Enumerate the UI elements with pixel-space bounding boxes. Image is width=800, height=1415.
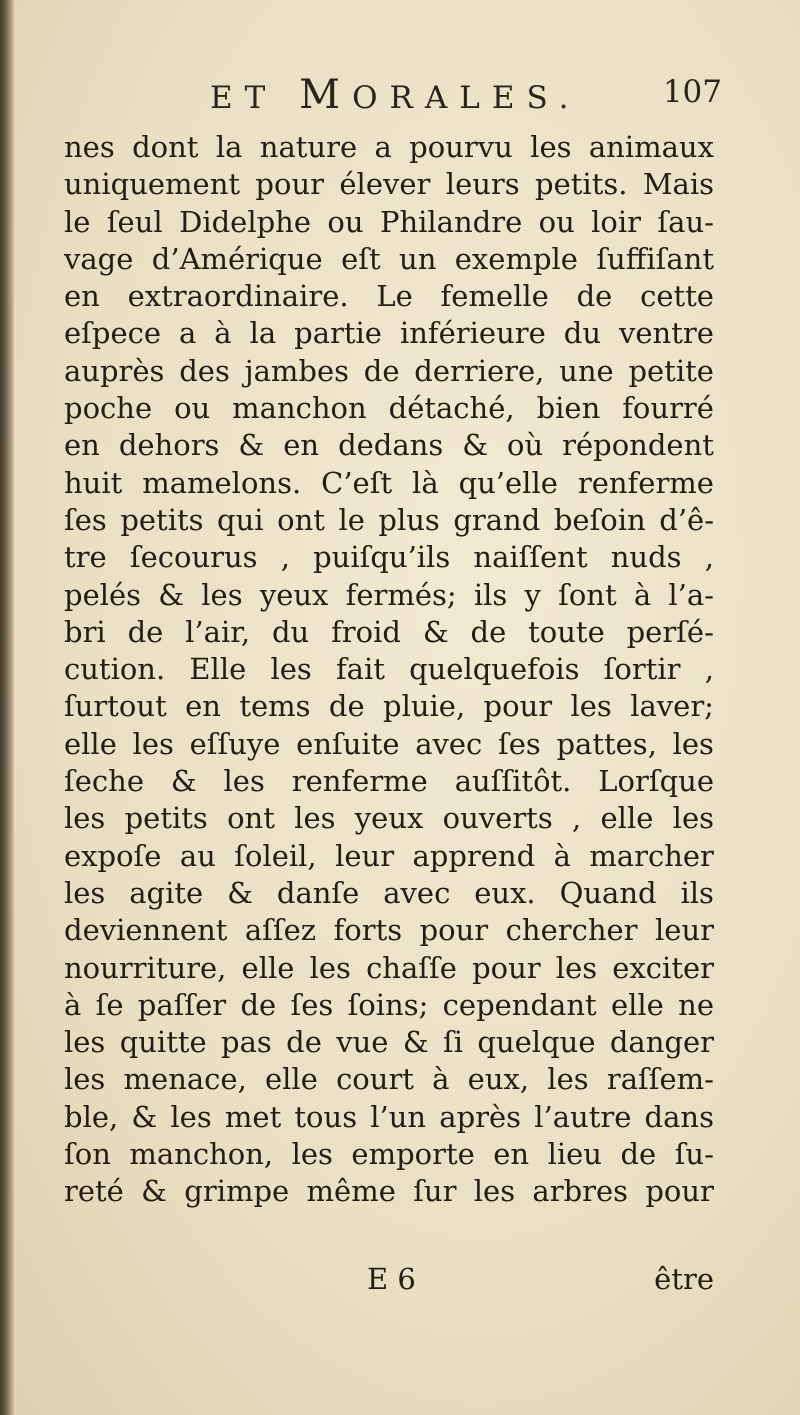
running-title xyxy=(210,72,580,118)
word: qu’elle xyxy=(458,465,558,500)
text-line xyxy=(64,353,714,390)
text-line xyxy=(64,539,714,576)
word: inférieure xyxy=(399,316,546,351)
word: les xyxy=(309,950,351,985)
word: & xyxy=(158,577,185,612)
word: naiſſent xyxy=(473,540,588,575)
word: une xyxy=(559,353,614,388)
word: les xyxy=(672,801,714,836)
word: eux. xyxy=(474,875,536,910)
running-head xyxy=(70,72,730,122)
word: ne xyxy=(678,987,714,1022)
word: du xyxy=(271,614,310,649)
text-line xyxy=(64,763,714,800)
word: agite xyxy=(129,875,204,910)
word: menace, xyxy=(123,1062,247,1097)
word: l’un xyxy=(370,1099,427,1134)
word: ventre xyxy=(619,316,714,351)
word: bien xyxy=(536,391,601,426)
word: ſoins; xyxy=(347,987,429,1022)
word: pas xyxy=(221,1025,272,1060)
word: derriere, xyxy=(414,353,545,388)
word: danger xyxy=(609,1025,714,1060)
body-text xyxy=(64,129,714,1211)
word: exemple xyxy=(454,241,578,276)
catchword: être xyxy=(654,1262,714,1296)
word: elle xyxy=(600,801,654,836)
word: ils xyxy=(680,875,714,910)
word: ſu- xyxy=(674,1137,714,1172)
word: & xyxy=(238,428,265,463)
word: dans xyxy=(644,1099,714,1134)
word: en xyxy=(283,428,320,463)
word: Didelphe xyxy=(179,204,312,239)
word: petits xyxy=(124,801,208,836)
word: y xyxy=(524,577,541,612)
word: ſurtout xyxy=(64,689,167,724)
word: Le xyxy=(376,279,413,314)
page-footer xyxy=(64,1262,714,1302)
word: élever xyxy=(339,167,431,202)
word: danſe xyxy=(276,875,360,910)
word: la xyxy=(215,130,243,164)
word: avec xyxy=(383,875,451,910)
text-line xyxy=(64,427,714,464)
word: de xyxy=(363,353,400,388)
word: cependant xyxy=(442,987,597,1022)
word: ſecourus xyxy=(129,540,258,575)
word: de xyxy=(127,614,164,649)
page-number: 107 xyxy=(662,74,722,110)
word: pour xyxy=(645,1174,714,1209)
word: yeux xyxy=(354,801,424,836)
word: nourriture, xyxy=(64,950,227,985)
word: elle xyxy=(241,950,295,985)
text-line xyxy=(64,390,714,427)
word: ſeche xyxy=(64,764,144,799)
word: manchon, xyxy=(129,1137,274,1172)
word: fait xyxy=(335,652,385,687)
word: paſſer xyxy=(137,987,227,1022)
text-line xyxy=(64,465,714,502)
word: huit xyxy=(64,465,123,500)
word: tems xyxy=(239,689,311,724)
word: les xyxy=(570,689,612,724)
word: & xyxy=(131,1099,158,1134)
word: enſuite xyxy=(296,726,400,761)
word: grimpe xyxy=(184,1174,290,1209)
text-line xyxy=(64,315,714,352)
word: les xyxy=(223,764,265,799)
word: jambes xyxy=(244,353,349,388)
word: & xyxy=(227,875,253,910)
word: chaſſe xyxy=(366,950,457,985)
word: à xyxy=(432,1062,450,1097)
text-line xyxy=(64,688,714,725)
word: en xyxy=(64,279,100,314)
word: dedans xyxy=(338,428,444,463)
word: à xyxy=(553,838,571,873)
word: pour xyxy=(483,689,553,724)
word: de xyxy=(576,279,613,314)
running-title-part-2: ORALES. xyxy=(352,80,581,116)
word: ſi xyxy=(443,1025,464,1060)
word: , xyxy=(704,540,714,575)
word: eux, xyxy=(467,1062,530,1097)
word: aſſez xyxy=(244,913,317,948)
text-line xyxy=(64,129,714,166)
word: pluie, xyxy=(383,689,466,724)
word: tous xyxy=(294,1099,358,1134)
word: exciter xyxy=(612,950,714,985)
word: où xyxy=(507,428,544,463)
word: & xyxy=(402,1025,429,1060)
word: de xyxy=(328,689,365,724)
word: les xyxy=(547,1062,589,1097)
word: un xyxy=(399,241,437,276)
word: quelque xyxy=(477,1025,596,1060)
word: les xyxy=(64,875,106,910)
word: deviennent xyxy=(64,913,228,948)
word: emporte xyxy=(351,1137,475,1172)
word: leur xyxy=(335,838,395,873)
word: ont xyxy=(227,801,275,836)
word: a xyxy=(179,316,197,351)
word: quitte xyxy=(119,1025,207,1060)
text-line xyxy=(64,912,714,949)
word: ſes xyxy=(498,726,541,761)
signature-mark: E 6 xyxy=(367,1262,416,1296)
word: & xyxy=(170,764,197,799)
word: grand xyxy=(453,502,541,537)
word: de xyxy=(286,1025,322,1060)
word: tre xyxy=(64,540,107,575)
word: les xyxy=(64,1025,106,1060)
word: des xyxy=(179,353,230,388)
word: les xyxy=(64,801,106,836)
word: plus xyxy=(378,502,440,537)
word: renferme xyxy=(577,465,714,500)
word: mamelons. xyxy=(142,465,302,500)
word: vue xyxy=(336,1025,389,1060)
word: raſſem- xyxy=(606,1062,714,1097)
word: les xyxy=(530,130,572,164)
word: forts xyxy=(333,913,403,948)
word: à xyxy=(214,316,232,351)
word: ſe xyxy=(95,987,124,1022)
word: de xyxy=(470,614,507,649)
word: froid xyxy=(331,614,401,649)
word: détaché, xyxy=(388,391,515,426)
text-line xyxy=(64,987,714,1024)
word: ſuffiſant xyxy=(596,241,714,276)
word: ſont xyxy=(558,577,617,612)
word: les xyxy=(672,726,714,761)
word: dont xyxy=(132,130,199,164)
word: Lorſque xyxy=(598,764,714,799)
text-line xyxy=(64,1024,714,1061)
word: , xyxy=(704,652,714,687)
word: bri xyxy=(64,614,106,649)
word: elle xyxy=(610,987,664,1022)
word: le xyxy=(64,204,91,239)
text-line xyxy=(64,241,714,278)
text-line xyxy=(64,1173,714,1210)
text-line xyxy=(64,577,714,614)
word: les xyxy=(201,577,243,612)
word: les xyxy=(270,652,312,687)
text-line xyxy=(64,800,714,837)
word: petits. xyxy=(535,167,628,202)
word: ils xyxy=(473,577,508,612)
word: ble, xyxy=(64,1099,119,1134)
word: ou xyxy=(174,391,211,426)
word: pelés xyxy=(64,577,142,612)
word: les xyxy=(555,950,598,985)
word: d’Amérique xyxy=(151,241,323,276)
word: & xyxy=(422,614,449,649)
text-line xyxy=(64,1136,714,1173)
word: ouverts xyxy=(442,801,553,836)
text-line xyxy=(64,204,714,241)
word: , xyxy=(572,801,582,836)
word: ou xyxy=(327,204,364,239)
word: , xyxy=(280,540,290,575)
word: pour xyxy=(472,950,541,985)
word: quelquefois xyxy=(409,652,580,687)
word: extraordinaire. xyxy=(127,279,349,314)
word: qui xyxy=(217,502,264,537)
word: fermés; xyxy=(345,577,457,612)
word: manchon xyxy=(232,391,367,426)
word: vage xyxy=(64,241,134,276)
word: ſur xyxy=(413,1174,457,1209)
word: poche xyxy=(64,391,153,426)
binding-edge xyxy=(0,0,14,1415)
word: les xyxy=(294,801,336,836)
text-line xyxy=(64,502,714,539)
word: de xyxy=(620,1137,657,1172)
word: nuds xyxy=(610,540,682,575)
word: en xyxy=(64,428,100,463)
word: arbres xyxy=(532,1174,629,1209)
word: pattes, xyxy=(556,726,657,761)
word: leurs xyxy=(445,167,520,202)
word: elle xyxy=(64,726,117,761)
word: les xyxy=(473,1174,516,1209)
word: pourvu xyxy=(409,130,513,164)
text-line xyxy=(64,278,714,315)
word: & xyxy=(462,428,489,463)
word: là xyxy=(412,465,439,500)
text-line xyxy=(64,1099,714,1136)
word: même xyxy=(306,1174,396,1209)
word: perſé- xyxy=(626,614,714,649)
word: animaux xyxy=(588,130,714,164)
word: & xyxy=(141,1174,167,1209)
word: Elle xyxy=(189,652,247,687)
word: leur xyxy=(655,913,714,948)
text-line xyxy=(64,651,714,688)
word: Mais xyxy=(642,167,714,202)
word: fourré xyxy=(622,391,714,426)
word: loir xyxy=(591,204,642,239)
word: les xyxy=(170,1099,212,1134)
word: eſſuye xyxy=(189,726,281,761)
word: auſſitôt. xyxy=(454,764,572,799)
word: ont xyxy=(277,502,325,537)
word: Philandre xyxy=(379,204,523,239)
word: uniquement xyxy=(64,167,241,202)
word: laver; xyxy=(630,689,714,724)
word: petite xyxy=(628,353,714,388)
word: cette xyxy=(640,279,714,314)
word: le xyxy=(338,502,365,537)
word: ſon xyxy=(64,1137,111,1172)
word: Quand xyxy=(559,875,657,910)
word: les xyxy=(291,1137,333,1172)
text-line xyxy=(64,950,714,987)
word: ſes xyxy=(64,502,107,537)
word: eſt xyxy=(341,241,381,276)
word: au xyxy=(179,838,216,873)
word: à xyxy=(64,987,82,1022)
word: reté xyxy=(64,1174,124,1209)
word: ſau- xyxy=(657,204,714,239)
word: cution. xyxy=(64,652,166,687)
word: auprès xyxy=(64,353,165,388)
word: renferme xyxy=(291,764,428,799)
text-line xyxy=(64,838,714,875)
text-line xyxy=(64,166,714,203)
text-line xyxy=(64,614,714,651)
text-line xyxy=(64,726,714,763)
word: du xyxy=(563,316,602,351)
word: apprend xyxy=(412,838,536,873)
word: en xyxy=(493,1137,530,1172)
word: puiſqu’ils xyxy=(313,540,451,575)
word: l’autre xyxy=(534,1099,632,1134)
word: elle xyxy=(264,1062,318,1097)
word: petits xyxy=(120,502,204,537)
running-title-part-1: ET xyxy=(210,80,278,116)
word: ou xyxy=(538,204,575,239)
word: partie xyxy=(294,316,382,351)
word: de xyxy=(240,987,277,1022)
word: ſeul xyxy=(106,204,163,239)
word: l’a- xyxy=(668,577,714,612)
word: eſpece xyxy=(64,316,162,351)
word: nes xyxy=(64,130,115,164)
word: lieu xyxy=(547,1137,602,1172)
word: à xyxy=(633,577,652,612)
word: marcher xyxy=(589,838,714,873)
word: dehors xyxy=(118,428,220,463)
word: répondent xyxy=(562,428,714,463)
word: l’air, xyxy=(185,614,251,649)
word: pour xyxy=(419,913,489,948)
word: d’ê- xyxy=(659,502,714,537)
word: a xyxy=(374,130,392,164)
word: beſoin xyxy=(553,502,646,537)
word: toute xyxy=(528,614,605,649)
word: expoſe xyxy=(64,838,162,873)
word: en xyxy=(185,689,221,724)
word: ſoleil, xyxy=(234,838,317,873)
word: C’eſt xyxy=(321,465,393,500)
word: femelle xyxy=(440,279,549,314)
text-line xyxy=(64,875,714,912)
word: les xyxy=(132,726,174,761)
word: met xyxy=(224,1099,282,1134)
word: yeux xyxy=(259,577,329,612)
word: après xyxy=(439,1099,522,1134)
word: court xyxy=(336,1062,414,1097)
running-title-initial: M xyxy=(299,72,353,118)
word: ſes xyxy=(290,987,334,1022)
word: la xyxy=(249,316,277,351)
word: ſortir xyxy=(603,652,681,687)
word: nature xyxy=(259,130,358,164)
word: pour xyxy=(255,167,324,202)
word: les xyxy=(64,1062,106,1097)
word: avec xyxy=(415,726,483,761)
word: chercher xyxy=(505,913,638,948)
text-line xyxy=(64,1061,714,1098)
